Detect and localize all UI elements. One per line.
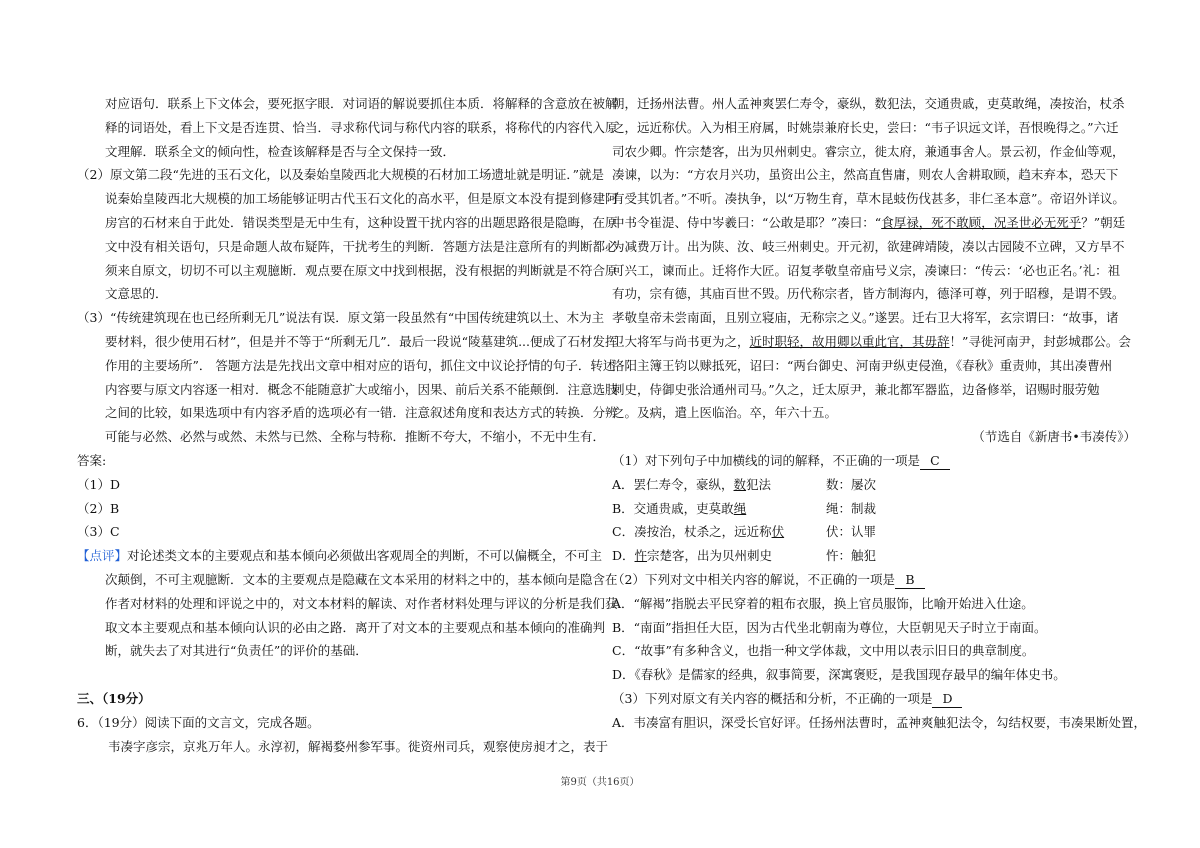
text-span: 卫大将军与尚书更为之， xyxy=(612,333,750,349)
text-line: 之，远近称伏。入为相王府属，时姚崇兼府长史，尝曰：“韦子识远文详，吾恨晚得之。”六迁 xyxy=(612,119,1119,135)
comment-text: 对论述类文本的主要观点和基本倾向必须做出客观周全的判断，不可以偏概全，不可主 xyxy=(127,548,603,564)
right-column xyxy=(612,92,1147,735)
question-3-prompt xyxy=(612,687,1142,711)
text-line: 有功，宗有德，其庙百世不毁。历代称宗者，皆方制海内，德泽可尊，列于昭穆，是谓不毁。 xyxy=(612,286,1125,302)
q2-option-d: D．《春秋》是儒家的经典，叙事简要，深寓褒贬，是我国现存最早的编年体史书。 xyxy=(612,667,1066,683)
prompt-text: （3）下列对原文有关内容的概括和分析，不正确的一项是 xyxy=(612,690,933,706)
analysis-p3 xyxy=(77,306,618,449)
text-span: ！”寻徙河南尹，封彭城郡公。会 xyxy=(949,333,1131,349)
option-text: B．交通贵戚，吏莫敢 xyxy=(612,500,734,516)
text-line: （3）“传统建筑现在也已经所剩无几”说法有误．原文第一段虽然有“中国传统建筑以土、木为主 xyxy=(77,310,605,326)
q1-option-d xyxy=(612,544,1142,568)
text-line: 断，就失去了对其进行“负责任”的评价的基础． xyxy=(105,643,368,659)
question-1-prompt xyxy=(612,449,1142,473)
text-line: 文理解．联系全文的倾向性，检查该解释是否与全文保持一致． xyxy=(105,143,456,159)
underlined-word: 绳 xyxy=(733,500,747,516)
q3-option-a: A．韦凑富有胆识，深受长官好评。任扬州法曹时，孟神爽触犯法令，勾结权要，韦凑果断处置， xyxy=(612,714,1147,730)
text-line: 房宫的石材来自于此处．错误类型是无中生有，这种设置干扰内容的出题思路很是隐晦，在原 xyxy=(105,214,618,230)
text-line: 刺史，侍御史张洽通州司马。”久之，迁太原尹，兼北都军器监，边备修举，诏赐时服劳勉 xyxy=(612,381,1100,397)
answer-blank: D xyxy=(932,691,962,708)
text-line: 释的词语处，看上下文是否连贯、恰当．寻求称代词与称代内容的联系，将称代的内容代入原 xyxy=(105,119,618,135)
text-line: 内容要与原文内容逐一相对．概念不能随意扩大或缩小，因果、前后关系不能颠倒．注意选肢 xyxy=(105,381,618,397)
answer-1: （1）D xyxy=(77,476,120,492)
answer-blank: B xyxy=(895,572,925,589)
prompt-text: （2）下列对文中相关内容的解说，不正确的一项是 xyxy=(612,571,895,587)
text-line xyxy=(612,211,1142,235)
text-span: 中书令崔湜、侍中岑羲曰：“公敢是耶？”凑曰：“ xyxy=(612,214,882,230)
option-gloss: 伏：认罪 xyxy=(826,524,877,540)
text-line: （2）原文第二段“先进的玉石文化，以及秦始皇陵西北大规模的石材加工场遗址就是明证．”就是 xyxy=(77,167,604,183)
text-line: 孝敬皇帝未尝南面，且别立寝庙，无称宗之义。”遂罢。迁右卫大将军，玄宗谓曰：“故事，诸 xyxy=(612,310,1119,326)
analysis-p2 xyxy=(77,163,618,306)
text-line: 对应语句．联系上下文体会，要死抠字眼．对词语的解说要抓住本质．将解释的含意放在被解 xyxy=(105,96,618,111)
text-line: 之间的比较，如果选项中有内容矛盾的选项必有一错．注意叙述角度和表达方式的转换．分辨 xyxy=(105,405,618,421)
underlined-sentence-2: 近时职轻，故用卿以重此官，其毋辞 xyxy=(749,333,950,349)
text-line: 要材料，很少使用石材”，但是并不等于“所剩无几”．最后一段说“陵墓建筑...便成了石材发挥 xyxy=(105,333,618,349)
text-line: 说秦始皇陵西北大规模的加工场能够证明古代玉石文化的高水平，但是原文本没有提到修建阿 xyxy=(105,191,618,207)
prompt-text: （1）对下列句子中加横线的词的解释，不正确的一项是 xyxy=(612,452,920,468)
option-gloss: 绳：制裁 xyxy=(826,500,877,516)
text-line: 之。及病，遣上医临治。卒，年六十五。 xyxy=(612,405,838,421)
passage-start: 韦凑字彦宗，京兆万年人。永淳初，解褐婺州参军事。徙资州司兵，观察使房昶才之，表于 xyxy=(108,738,609,754)
text-line: 为减费万计。出为陕、汝、岐三州刺史。开元初，欲建碑靖陵，凑以古园陵不立碑，又方旱不 xyxy=(612,238,1125,254)
text-line: 洛阳主簿王钧以赇抵死，诏曰：“两台御史、河南尹纵吏侵渔，《春秋》重责帅，其出凑曹州 xyxy=(612,357,1113,373)
q2-option-c: C．“故事”有多种含义，也指一种文学体裁，文中用以表示旧日的典章制度。 xyxy=(612,643,1035,659)
option-gloss: 忤：触犯 xyxy=(826,548,877,564)
text-line: 司农少卿。忤宗楚客，出为贝州刺史。睿宗立，徙太府，兼通事舍人。景云初，作金仙等观， xyxy=(612,143,1125,159)
underlined-word: 伏 xyxy=(771,524,785,540)
passage-source: （节选自《新唐书•韦凑传》） xyxy=(972,429,1136,445)
text-line: 有受其饥者。”不听。凑执争，以“万物生育，草木昆蚑伤伐甚多，非仁圣本意”。帝诏外详议。 xyxy=(612,191,1125,207)
option-text: 犯法 xyxy=(746,476,772,492)
question-2-prompt xyxy=(612,568,1142,592)
question-6-title: 6．（19分）阅读下面的文言文，完成各题。 xyxy=(77,714,320,730)
text-line: 取文本主要观点和基本倾向认识的必由之路．离开了对文本的主要观点和基本倾向的准确判 xyxy=(105,619,606,635)
text-line: 凑谏，以为：“方农月兴功，虽资出公主，然高直售庸，则农人舍耕取顾，趋末弃本，恐天下 xyxy=(612,167,1119,183)
underlined-word: 数 xyxy=(733,476,747,492)
comment-first-line xyxy=(77,544,602,568)
passage xyxy=(612,92,1142,449)
comment-tag: 【点评】 xyxy=(77,548,128,564)
text-line: 可兴工，谏而止。迁将作大匠。诏复孝敬皇帝庙号义宗，凑谏曰：“传云：‘必也正名。’礼：祖 xyxy=(612,262,1121,278)
answer-blank: C xyxy=(920,453,950,470)
text-span: ？”朝廷 xyxy=(1081,214,1126,230)
text-line: 文意思的． xyxy=(105,286,168,302)
text-line: 须来自原文，切切不可以主观臆断．观点要在原文中找到根据，没有根据的判断就是不符合原 xyxy=(105,262,618,278)
answer-2: （2）B xyxy=(77,500,120,516)
blank-line xyxy=(77,663,602,687)
left-column xyxy=(77,92,618,758)
q1-option-b xyxy=(612,497,1142,521)
answer-3: （3）C xyxy=(77,524,120,540)
page-footer: 第9页（共16页） xyxy=(560,777,640,788)
option-text: 宗楚客，出为贝州刺史 xyxy=(647,548,773,564)
underlined-word: 忤 xyxy=(634,548,648,564)
section-title: 三、（19分） xyxy=(77,690,151,706)
q1-option-a xyxy=(612,473,1142,497)
option-text: D． xyxy=(612,548,635,564)
analysis-p1 xyxy=(77,92,618,163)
option-gloss: 数：屡次 xyxy=(826,476,877,492)
text-line: 作者对材料的处理和评说之中的，对文本材料的解读、对作者材料处理与评议的分析是我们获 xyxy=(105,595,618,611)
text-line: 作用的主要场所”． 答题方法是先找出文章中相对应的语句，抓住文中议论抒情的句子．转述 xyxy=(105,357,616,373)
text-line: 次颠倒，不可主观臆断．文本的主要观点是隐藏在文本采用的材料之中的，基本倾向是隐含在 xyxy=(105,571,618,587)
text-line: 可能与必然、必然与或然、未然与已然、全称与特称．推断不夸大，不缩小，不无中生有． xyxy=(105,429,606,445)
answer-label: 答案: xyxy=(77,452,107,468)
text-line xyxy=(612,330,1142,354)
option-text: A．罢仁寿令，豪纵， xyxy=(612,476,734,492)
option-text: C．凑按治，杖杀之，远近称 xyxy=(612,524,772,540)
q2-option-b: B．“南面”指担任大臣，因为古代坐北朝南为尊位，大臣朝见天子时立于南面。 xyxy=(612,619,1047,635)
underlined-sentence-1: 食厚禄，死不敢顾，况圣世必无死乎 xyxy=(881,214,1082,230)
q1-option-c xyxy=(612,520,1142,544)
q2-option-a: A．“解褐”指脱去平民穿着的粗布衣服，换上官员服饰，比喻开始进入仕途。 xyxy=(612,595,1034,611)
text-line: 朝，迁扬州法曹。州人孟神爽罢仁寿令，豪纵，数犯法，交通贵戚，吏莫敢绳，凑按治，杖杀 xyxy=(612,96,1125,111)
text-line: 文中没有相关语句，只是命题人故布疑阵，干扰考生的判断．答题方法是注意所有的判断都必 xyxy=(105,238,618,254)
